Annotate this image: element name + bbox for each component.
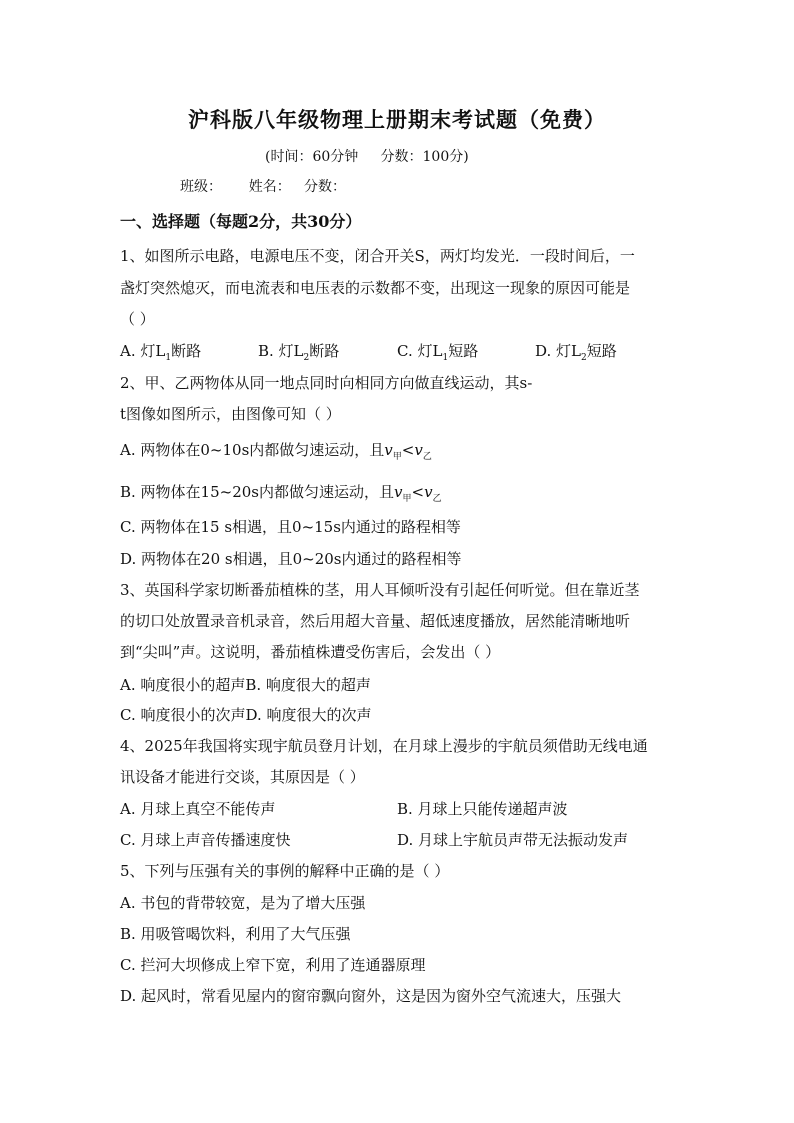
question-1-line-3: （ ） — [120, 310, 155, 328]
option-text: 断路 — [309, 342, 340, 360]
option-text: D. 灯L — [535, 342, 581, 360]
question-4-option-c: C. 月球上声音传播速度快 — [120, 831, 291, 849]
option-subscript: 1 — [442, 353, 449, 363]
student-info: 班级： 姓名： 分数： — [180, 179, 347, 195]
question-5-option-c: C. 拦河大坝修成上窄下宽，利用了连通器原理 — [120, 956, 426, 974]
question-3-line-2: 的切口处放置录音机录音，然后用超大音量、超低速度播放，居然能清晰地听 — [120, 612, 631, 630]
section-heading: 一、选择题（每题2分，共30分） — [120, 212, 362, 231]
question-4-option-b: B. 月球上只能传递超声波 — [397, 800, 568, 818]
velocity-symbol: v — [394, 483, 403, 501]
question-1-option-a — [120, 341, 201, 361]
question-4-option-d: D. 月球上宇航员声带无法振动发声 — [397, 831, 629, 849]
option-subscript: 2 — [581, 353, 587, 363]
question-3-options-ab: A. 响度很小的超声B. 响度很大的超声 — [120, 676, 371, 694]
option-text: A. 两物体在0~10s内都做匀速运动，且 — [120, 441, 385, 459]
question-1-option-b — [258, 341, 339, 361]
option-text: B. 两物体在15~20s内都做匀速运动，且 — [120, 483, 395, 501]
less-than-sign: < — [411, 483, 425, 501]
less-than-sign: < — [401, 441, 415, 459]
question-2-option-d: D. 两物体在20 s相遇，且0~20s内通过的路程相等 — [120, 550, 462, 568]
question-2-option-a — [120, 440, 432, 460]
question-5-option-d: D. 起风时，常看见屋内的窗帘飘向窗外，这是因为窗外空气流速大，压强大 — [120, 987, 622, 1005]
question-5-line-1: 5、下列与压强有关的事例的解释中正确的是（ ） — [120, 862, 450, 880]
option-text: C. 灯L — [397, 342, 443, 360]
question-2-line-2: t图像如图所示，由图像可知（ ） — [120, 405, 341, 423]
option-subscript: 1 — [165, 353, 172, 363]
velocity-subscript: 乙 — [432, 494, 442, 504]
question-5-option-a: A. 书包的背带较宽，是为了增大压强 — [120, 894, 366, 912]
option-text: B. 灯L — [258, 342, 304, 360]
option-text: 短路 — [586, 342, 617, 360]
question-2-option-c: C. 两物体在15 s相遇，且0~15s内通过的路程相等 — [120, 518, 461, 536]
question-4-option-a: A. 月球上真空不能传声 — [120, 800, 276, 818]
option-text: A. 灯L — [120, 342, 166, 360]
velocity-subscript: 甲 — [402, 494, 412, 504]
question-1-option-c — [397, 341, 478, 361]
option-text: 断路 — [171, 342, 202, 360]
page-title: 沪科版八年级物理上册期末考试题（免费） — [188, 107, 606, 132]
velocity-subscript: 乙 — [422, 452, 432, 462]
question-1-line-1: 1、如图所示电路，电源电压不变，闭合开关S，两灯均发光．一段时间后，一 — [120, 247, 635, 265]
question-3-line-3: 到“尖叫”声。这说明，番茄植株遭受伤害后，会发出（ ） — [120, 643, 501, 661]
question-1-option-d — [535, 341, 617, 361]
question-2-option-b — [120, 482, 442, 502]
question-3-options-cd: C. 响度很小的次声D. 响度很大的次声 — [120, 706, 372, 724]
question-4-line-2: 讯设备才能进行交谈，其原因是（ ） — [120, 768, 365, 786]
exam-time-score: (时间：60分钟 分数：100分) — [265, 149, 469, 165]
option-text: 短路 — [448, 342, 479, 360]
velocity-symbol: v — [414, 441, 423, 459]
question-2-line-1: 2、甲、乙两物体从同一地点同时向相同方向做直线运动，其s- — [120, 374, 533, 392]
question-3-line-1: 3、英国科学家切断番茄植株的茎，用人耳倾听没有引起任何听觉。但在靠近茎 — [120, 581, 640, 599]
question-1-line-2: 盏灯突然熄灭，而电流表和电压表的示数都不变，出现这一现象的原因可能是 — [120, 279, 631, 297]
option-subscript: 2 — [303, 353, 310, 363]
velocity-subscript: 甲 — [392, 452, 402, 462]
velocity-symbol: v — [424, 483, 433, 501]
question-4-line-1: 4、2025年我国将实现宇航员登月计划，在月球上漫步的宇航员须借助无线电通 — [120, 737, 648, 755]
velocity-symbol: v — [384, 441, 393, 459]
question-5-option-b: B. 用吸管喝饮料，利用了大气压强 — [120, 925, 351, 943]
